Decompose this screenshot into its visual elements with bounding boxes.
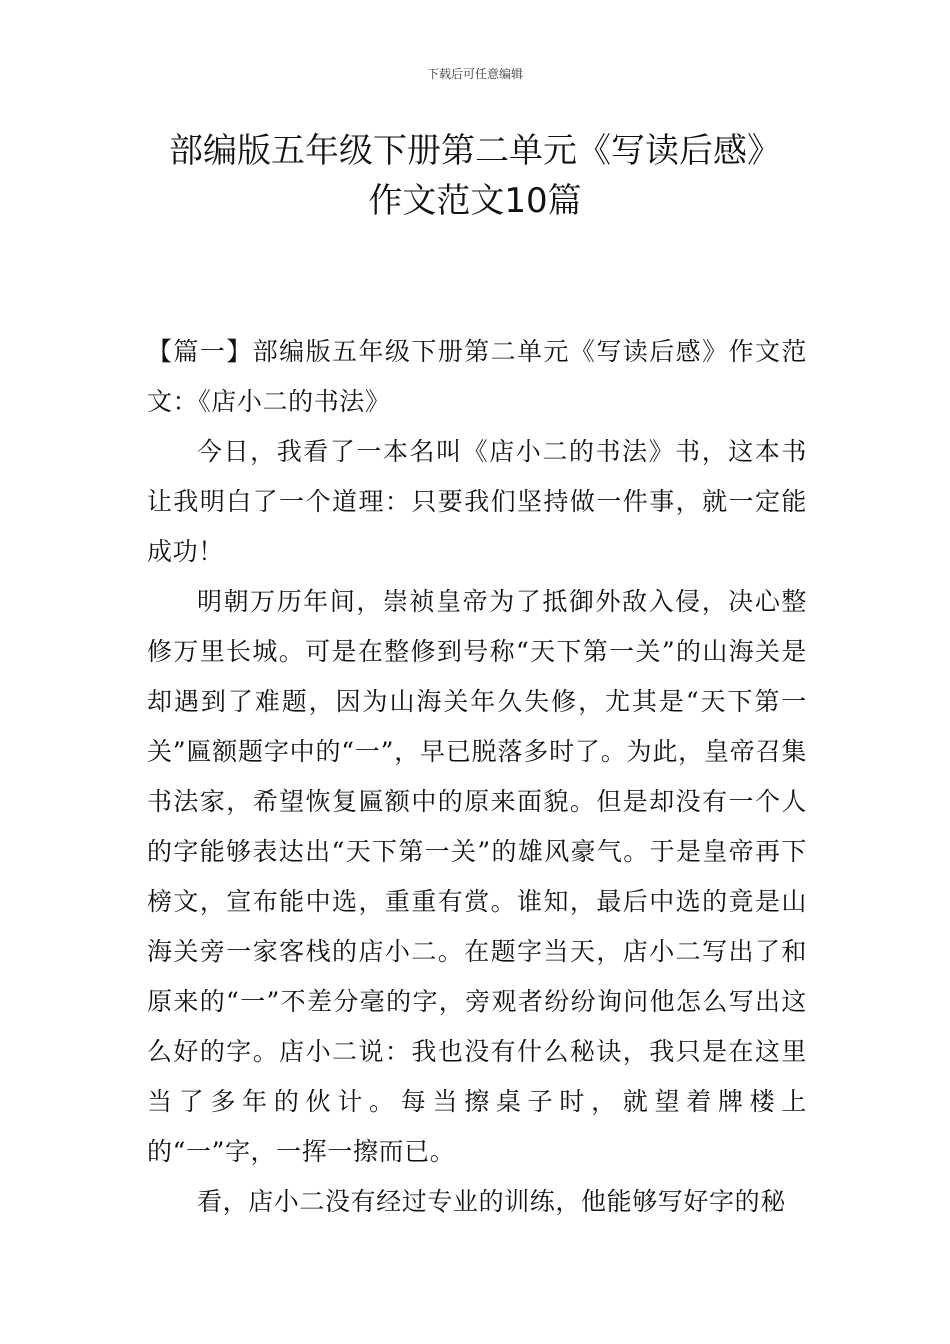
paragraph: 今日，我看了一本名叫《店小二的书法》书，这本书让我明白了一个道理：只要我们坚持做一件事，就一定能成功！: [147, 437, 807, 566]
document-body: [147, 327, 807, 1227]
section-heading: 【篇一】部编版五年级下册第二单元《写读后感》作文范文：《店小二的书法》: [147, 337, 807, 416]
title-line-1: 部编版五年级下册第二单元《写读后感》: [169, 131, 781, 171]
paragraph: 看，店小二没有经过专业的训练，他能够写好字的秘: [197, 1187, 786, 1216]
document-title: [120, 126, 830, 226]
title-line-2: 作文范文10篇: [368, 181, 582, 221]
paragraph: 明朝万历年间，崇祯皇帝为了抵御外敌入侵，决心整修万里长城。可是在整修到号称“天下第一关”的山海关是却遇到了难题，因为山海关年久失修，尤其是“天下第一关”匾额题字中的“一”，早已脱落多时了。为此，皇帝召集书法家，希望恢复匾额中的原来面貌。但是却没有一个人的字能够表达出“天下第一关”的雄风豪气。于是皇帝再下榜文，宣布能中选，重重有赏。谁知，最后中选的竟是山海关旁一家客栈的店小二。在题字当天，店小二写出了和原来的“一”不差分毫的字，旁观者纷纷询问他怎么写出这么好的字。店小二说：我也没有什么秘诀，我只是在这里当了多年的伙计。每当擦桌子时，就望着牌楼上的“一”字，一挥一擦而已。: [147, 587, 807, 1166]
header-note: 下载后可任意编辑: [426, 67, 523, 81]
